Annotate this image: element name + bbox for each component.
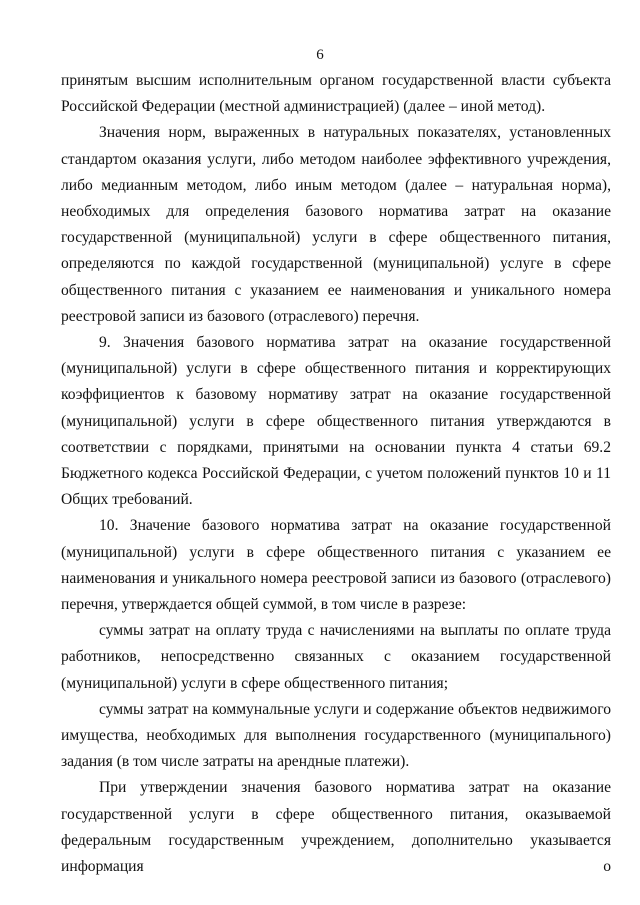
paragraph: принятым высшим исполнительным органом государственной власти субъекта Российской Федерации (местной администрацией) (далее – иной метод). — [61, 72, 611, 116]
paragraph: суммы затрат на оплату труда с начислениями на выплаты по оплате труда работников, непосредственно связанных с оказанием государственной (муниципальной) услуги в сфере общественного питания; — [61, 622, 611, 692]
paragraph: Значения норм, выраженных в натуральных показателях, установленных стандартом оказания услуги, либо методом наиболее эффективного учреждения, либо медианным методом, либо иным методом (далее – натуральная норма), необходимых для определения базового норматива затрат на оказание государственной (муниципальной) услуги в сфере общественного питания, определяются по каждой государственной (муниципальной) услуге в сфере общественного питания с указанием ее наименования и уникального номера реестровой записи из базового (отраслевого) перечня. — [61, 124, 611, 325]
document-body — [61, 68, 611, 880]
paragraph: суммы затрат на коммунальные услуги и содержание объектов недвижимого имущества, необходимых для выполнения государственного (муниципального) задания (в том числе затраты на арендные платежи). — [61, 700, 611, 771]
page-number: 6 — [316, 47, 324, 63]
paragraph: 10. Значение базового норматива затрат на оказание государственной (муниципальной) услуги в сфере общественного питания с указанием ее наименования и уникального номера реестровой записи из базового (отраслевого) перечня, утверждается общей суммой, в том числе в разрезе: — [61, 517, 611, 614]
paragraph: 9. Значения базового норматива затрат на оказание государственной (муниципальной) услуги в сфере общественного питания и корректирующих коэффициентов к базовому нормативу затрат на оказание государственной (муниципальной) услуги в сфере общественного питания утверждаются в соответствии с порядками, принятыми на основании пункта 4 статьи 69.2 Бюджетного кодекса Российской Федерации, с учетом положений пунктов 10 и 11 Общих требований. — [61, 334, 611, 509]
paragraph: При утверждении значения базового норматива затрат на оказание государственной услуги в сфере общественного питания, оказываемой федеральным государственным учреждением, дополнительно указывается информация о — [61, 779, 611, 876]
